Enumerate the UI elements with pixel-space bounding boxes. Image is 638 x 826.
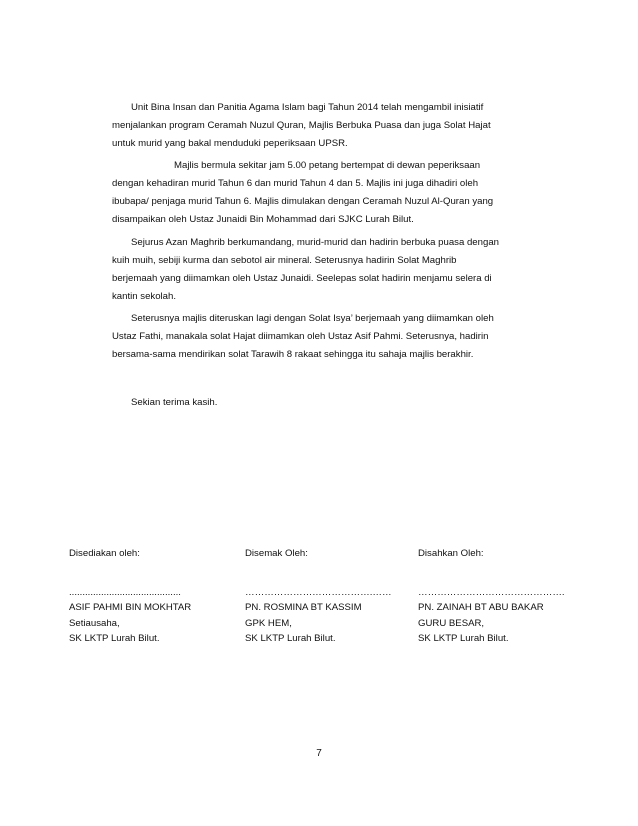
paragraph-intro: [112, 99, 544, 153]
text-line: Seterusnya majlis diteruskan lagi dengan Solat Isya’ berjemaah yang diimamkan oleh: [131, 313, 494, 324]
signature-role: GPK HEM,: [245, 617, 292, 629]
signature-dots: ………………………………….……: [245, 586, 392, 598]
signature-name: PN. ZAINAH BT ABU BAKAR: [418, 602, 544, 613]
signature-school: SK LKTP Lurah Bilut.: [245, 633, 336, 644]
paragraph-closing: [112, 394, 544, 412]
signature-heading: Disemak Oleh:: [245, 548, 308, 559]
paragraph-isya: [112, 310, 544, 364]
signature-school: SK LKTP Lurah Bilut.: [69, 633, 160, 644]
text-line: untuk murid yang bakal menduduki peperiksaan UPSR.: [112, 138, 348, 149]
signature-name: PN. ROSMINA BT KASSIM: [245, 602, 362, 613]
text-line: dengan kehadiran murid Tahun 6 dan murid Tahun 4 dan 5. Majlis ini juga dihadiri oleh: [112, 178, 479, 189]
signature-block-approved: [418, 546, 565, 647]
signature-role: GURU BESAR,: [418, 617, 485, 629]
text-line: Unit Bina Insan dan Panitia Agama Islam bagi Tahun 2014 telah mengambil inisiatif: [131, 102, 484, 113]
signature-dots: ……………………………………….: [418, 586, 565, 598]
text-line: Majlis bermula sekitar jam 5.00 petang bertempat di dewan peperiksaan: [174, 160, 481, 171]
signature-school: SK LKTP Lurah Bilut.: [418, 633, 509, 644]
text-line: kantin sekolah.: [112, 291, 176, 302]
text-line: Ustaz Fathi, manakala solat Hajat diimamkan oleh Ustaz Asif Pahmi. Seterusnya, hadirin: [112, 331, 489, 342]
text-line: disampaikan oleh Ustaz Junaidi Bin Mohammad dari SJKC Lurah Bilut.: [112, 214, 414, 225]
signature-block-checked: [245, 546, 392, 647]
page-number: 7: [316, 748, 322, 759]
signature-heading: Disediakan oleh:: [69, 548, 140, 559]
paragraph-majlis-start: [112, 157, 544, 229]
signature-block-prepared: [69, 546, 191, 647]
signature-dots: ..........................................: [69, 586, 181, 598]
text-line: menjalankan program Ceramah Nuzul Quran, Majlis Berbuka Puasa dan juga Solat Hajat: [112, 120, 491, 131]
text-line: Sekian terima kasih.: [131, 397, 218, 408]
signature-name: ASIF PAHMI BIN MOKHTAR: [69, 602, 192, 613]
signature-role: Setiausaha,: [69, 617, 120, 629]
text-line: bersama-sama mendirikan solat Tarawih 8 rakaat sehingga itu sahaja majlis berakhir.: [112, 349, 474, 360]
text-line: ibubapa/ penjaga murid Tahun 6. Majlis dimulakan dengan Ceramah Nuzul Al-Quran yang: [112, 196, 494, 207]
paragraph-berbuka: [112, 234, 544, 306]
signature-heading: Disahkan Oleh:: [418, 548, 484, 559]
text-line: Sejurus Azan Maghrib berkumandang, murid-murid dan hadirin berbuka puasa dengan: [131, 237, 499, 248]
text-line: berjemaah yang diimamkan oleh Ustaz Junaidi. Seelepas solat hadirin menjamu selera di: [112, 273, 492, 284]
text-line: kuih muih, sebiji kurma dan sebotol air mineral. Seterusnya hadirin Solat Maghrib: [112, 255, 457, 266]
